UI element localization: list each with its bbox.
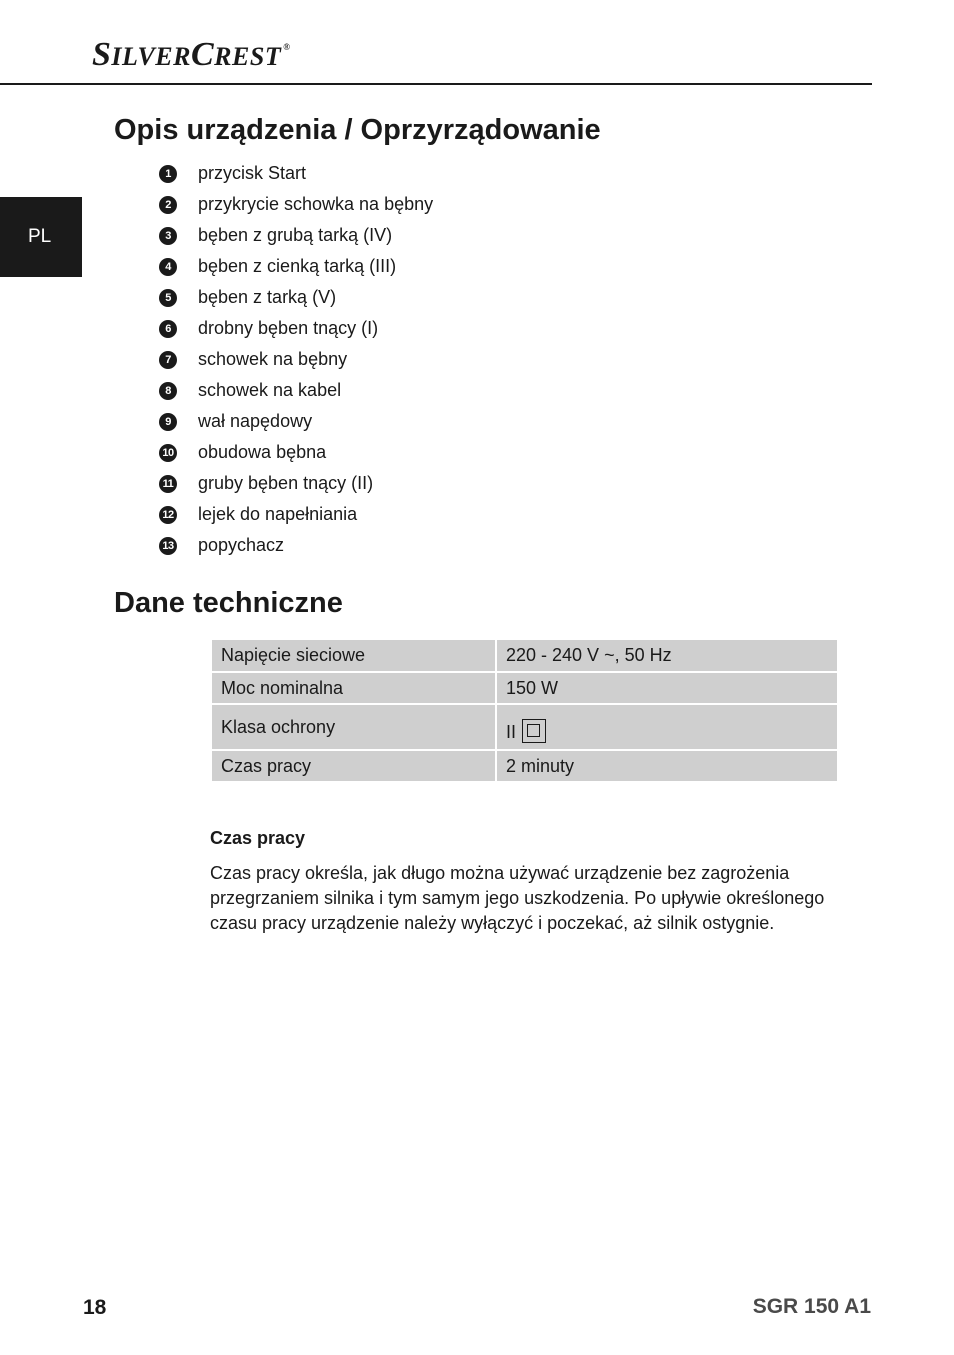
table-value: 2 minuty (497, 751, 837, 781)
number-badge: 2 (159, 196, 177, 214)
page-number: 18 (83, 1296, 107, 1319)
number-badge: 4 (159, 258, 177, 276)
list-item: 7 schowek na bębny (159, 344, 433, 375)
list-item: 5 bęben z tarką (V) (159, 282, 433, 313)
technical-data-table (210, 638, 839, 783)
table-value: II (497, 705, 837, 749)
number-badge: 6 (159, 320, 177, 338)
brand-logo: SILVERCREST ® (92, 36, 291, 73)
class-ii-double-square-icon (522, 719, 546, 743)
table-key: Czas pracy (212, 751, 495, 781)
table-row (212, 640, 837, 671)
section-title-technical-data: Dane techniczne (114, 587, 343, 619)
table-key: Moc nominalna (212, 673, 495, 703)
number-badge: 7 (159, 351, 177, 369)
number-badge: 5 (159, 289, 177, 307)
model-name: SGR 150 A1 (752, 1295, 871, 1318)
parts-list (159, 158, 433, 561)
list-item: 1 przycisk Start (159, 158, 433, 189)
table-row (212, 705, 837, 749)
list-item: 2 przykrycie schowka na bębny (159, 189, 433, 220)
list-item: 6 drobny bęben tnący (I) (159, 313, 433, 344)
list-item: 13 popychacz (159, 530, 433, 561)
table-row (212, 751, 837, 781)
table-key: Napięcie sieciowe (212, 640, 495, 671)
number-badge: 11 (159, 475, 177, 493)
list-item: 8 schowek na kabel (159, 375, 433, 406)
table-value: 150 W (497, 673, 837, 703)
table-key: Klasa ochrony (212, 705, 495, 749)
number-badge: 13 (159, 537, 177, 555)
number-badge: 10 (159, 444, 177, 462)
list-item: 12 lejek do napełniania (159, 499, 433, 530)
list-item: 4 bęben z cienką tarką (III) (159, 251, 433, 282)
section-title-description: Opis urządzenia / Oprzyrządowanie (114, 114, 601, 146)
number-badge: 9 (159, 413, 177, 431)
number-badge: 3 (159, 227, 177, 245)
subsection-title-operating-time: Czas pracy (210, 828, 306, 848)
number-badge: 8 (159, 382, 177, 400)
table-row (212, 673, 837, 703)
list-item: 9 wał napędowy (159, 406, 433, 437)
list-item: 3 bęben z grubą tarką (IV) (159, 220, 433, 251)
list-item: 10 obudowa bębna (159, 437, 433, 468)
header-divider (0, 83, 872, 85)
operating-time-paragraph: Czas pracy określa, jak długo można używać urządzenie bez zagrożenia przegrzaniem silnika i tym samym jego uszkodzenia. Po upływie określonego czasu pracy urządzenie należy wyłączyć i poczekać, aż silnik ostygnie. (210, 863, 825, 933)
list-item: 11 gruby bęben tnący (II) (159, 468, 433, 499)
number-badge: 1 (159, 165, 177, 183)
table-value: 220 - 240 V ~, 50 Hz (497, 640, 837, 671)
number-badge: 12 (159, 506, 177, 524)
language-tab: PL (0, 197, 82, 277)
